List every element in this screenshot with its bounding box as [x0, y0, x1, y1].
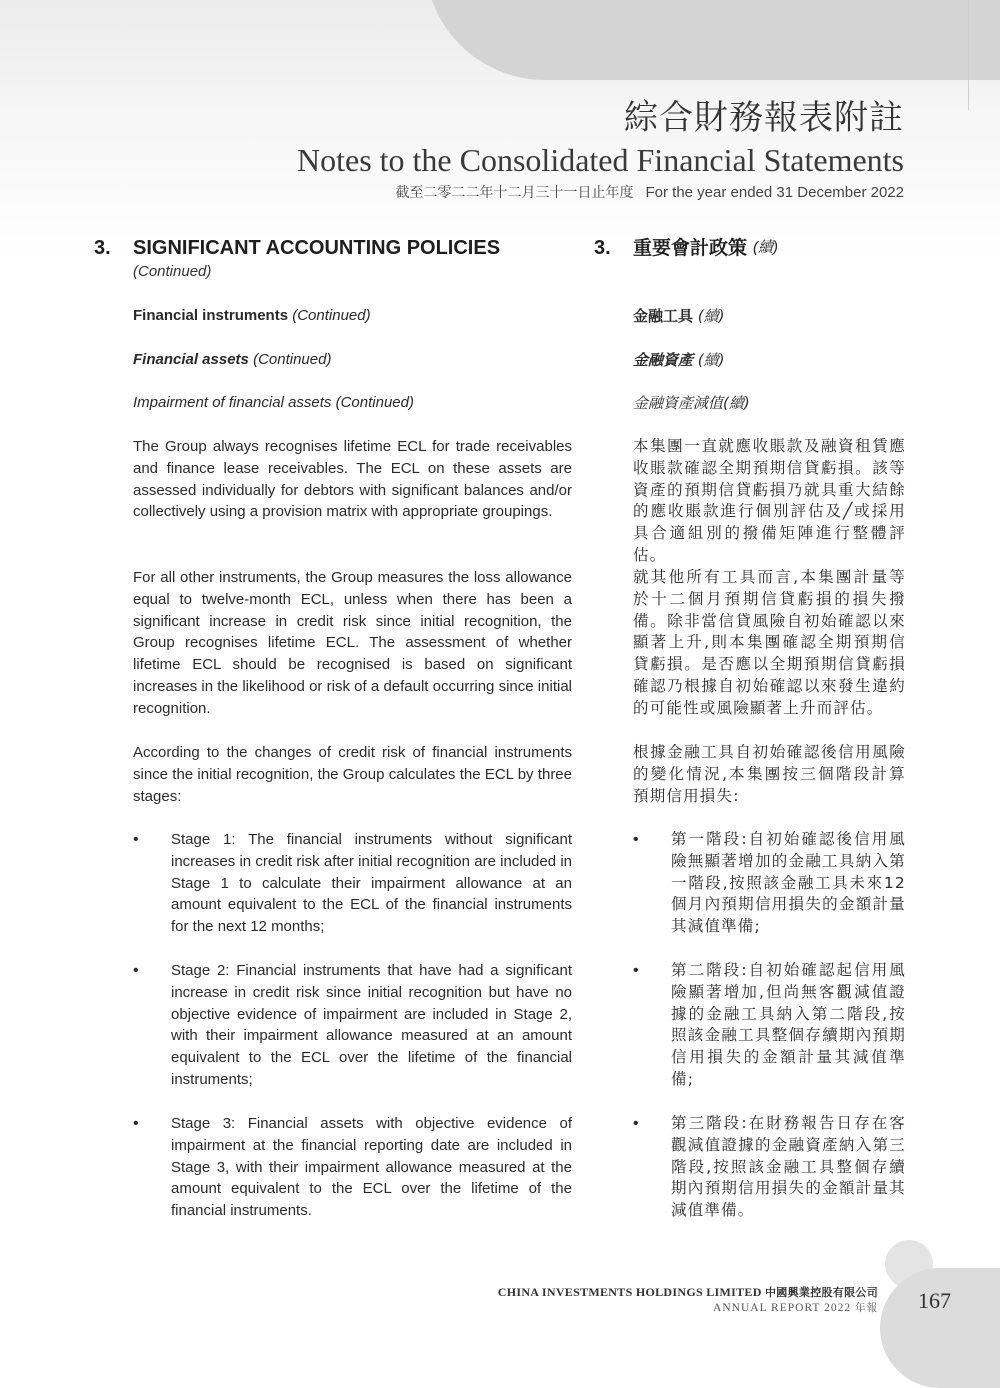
- page-title-en: Notes to the Consolidated Financial Statements: [296, 142, 904, 178]
- decorative-footer-shape: [880, 1268, 1000, 1388]
- subheading-label: Financial assets: [133, 351, 249, 368]
- bullet-item-3-en: Stage 3: Financial assets with objective evidence of impairment at the financial reporting date are included in Stage 3, with their impairment allowance measured at the amount equivalent to the ECL over the lifetime of the financial instruments.: [171, 1115, 572, 1220]
- subheading-zh-1: [633, 305, 725, 327]
- bullet-item-1-en: Stage 1: The financial instruments without significant increases in credit risk after initial recognition are included in Stage 1 to calculate their impairment allowance at an amount equivalent to the ECL of the financial instruments for the next 12 months;: [171, 831, 572, 936]
- subheading-label: 金融資產: [633, 351, 694, 369]
- footer-company: [498, 1284, 878, 1301]
- subheading-financial-instruments: [133, 305, 371, 327]
- subheading-impairment: Impairment of financial assets (Continued): [133, 394, 414, 411]
- section-title-en: SIGNIFICANT ACCOUNTING POLICIES: [133, 237, 501, 259]
- footer-company-en: CHINA INVESTMENTS HOLDINGS LIMITED: [497, 1285, 762, 1299]
- page-subtitle: [297, 182, 904, 204]
- decorative-pill-shape: [425, 0, 1000, 80]
- subtitle-en: For the year ended 31 December 2022: [645, 184, 904, 201]
- subheading-continued: (續): [697, 351, 725, 369]
- bullet-item-3-zh: 第三階段:在財務報告日存在客觀減值證據的金融資產納入第三階段,按照該金融工具整個存續期內預期信用損失的金額計量其減值準備。: [671, 1114, 906, 1220]
- section-number-zh: 3.: [594, 237, 611, 259]
- subheading-financial-assets: [133, 349, 331, 371]
- bullet-marker: •: [133, 831, 139, 848]
- paragraph-2-en: For all other instruments, the Group measures the loss allowance equal to twelve-month ECL, unless when there has been a significant increase in credit risk since initial recognition, the Group recognises lifetime ECL. The assessment of whether lifetime ECL should be recognised is based on significant increases in the likelihood or risk of a default occurring since initial recognition.: [133, 569, 572, 717]
- paragraph-1-en: The Group always recognises lifetime ECL for trade receivables and finance lease receivables. The ECL on these assets are assessed individually for debtors with significant balances and/or collectively using a provision matrix with appropriate groupings.: [133, 438, 572, 521]
- section-continued-en: (Continued): [133, 263, 212, 280]
- page-footer: [498, 1284, 878, 1315]
- section-heading-en: [94, 234, 572, 262]
- paragraph-1-zh: 本集團一直就應收賬款及融資租賃應收賬款確認全期預期信貸虧損。該等資產的預期信貸虧損乃就具重大結餘的應收賬款進行個別評估及╱或採用具合適組別的撥備矩陣進行整體評估。: [633, 437, 906, 564]
- footer-report-zh: 年報: [855, 1302, 878, 1314]
- bullet-item-2-zh: 第二階段:自初始確認起信用風險顯著增加,但尚無客觀減值證據的金融工具納入第二階段,按照該金融工具整個存續期內預期信用損失的金額計量其減值準備;: [671, 961, 906, 1088]
- bullet-marker: •: [133, 962, 139, 979]
- page-title-zh: 綜合財務報表附註: [624, 98, 904, 138]
- subheading-continued: (Continued): [253, 351, 332, 368]
- bullet-marker: •: [633, 1115, 639, 1132]
- footer-report-en: ANNUAL REPORT 2022: [713, 1302, 852, 1314]
- section-title-zh: 重要會計政策: [633, 237, 748, 259]
- footer-company-zh: 中國興業控股有限公司: [765, 1286, 878, 1299]
- subheading-continued: (續): [697, 307, 725, 325]
- english-column: [94, 234, 572, 1220]
- bullet-marker: •: [633, 831, 639, 848]
- footer-report: [498, 1301, 878, 1315]
- page-number: 167: [918, 1288, 951, 1313]
- bullet-item-1-zh: 第一階段:自初始確認後信用風險無顯著增加的金融工具納入第一階段,按照該金融工具未來12個月內預期信用損失的金額計量其減值準備;: [671, 830, 906, 936]
- subheading-label: 金融工具: [633, 307, 694, 325]
- subheading-zh-3: 金融資產減值(續): [633, 394, 750, 412]
- paragraph-3-zh: 根據金融工具自初始確認後信用風險的變化情況,本集團按三個階段計算預期信用損失:: [633, 743, 906, 805]
- subheading-label: Financial instruments: [133, 307, 289, 324]
- chinese-column: [594, 234, 906, 1220]
- page-header: [297, 96, 904, 204]
- bullet-marker: •: [633, 962, 639, 979]
- bullet-marker: •: [133, 1115, 139, 1132]
- subheading-zh-2: [633, 349, 725, 371]
- paragraph-2-zh: 就其他所有工具而言,本集團計量等於十二個月預期信貸虧損的損失撥備。除非當信貸風險自初始確認以來顯著上升,則本集團確認全期預期信貸虧損。是否應以全期預期信貸虧損確認乃根據自初始確認以來發生違約的可能性或風險顯著上升而評估。: [633, 568, 906, 717]
- section-number-en: 3.: [94, 237, 111, 259]
- paragraph-3-en: According to the changes of credit risk of financial instruments since the initial recognition, the Group calculates the ECL by three stages:: [133, 744, 572, 805]
- bullet-item-2-en: Stage 2: Financial instruments that have had a significant increase in credit risk since initial recognition but have no objective evidence of impairment are included in Stage 2, with their impairment allowance measured at an amount equivalent to the ECL over the lifetime of the financial instruments;: [171, 962, 572, 1088]
- decorative-line: [968, 0, 969, 110]
- section-continued-zh: (續): [753, 239, 779, 256]
- subtitle-zh: 截至二零二二年十二月三十一日止年度: [395, 185, 634, 201]
- section-heading-zh: [594, 234, 906, 262]
- subheading-continued: (Continued): [292, 307, 371, 324]
